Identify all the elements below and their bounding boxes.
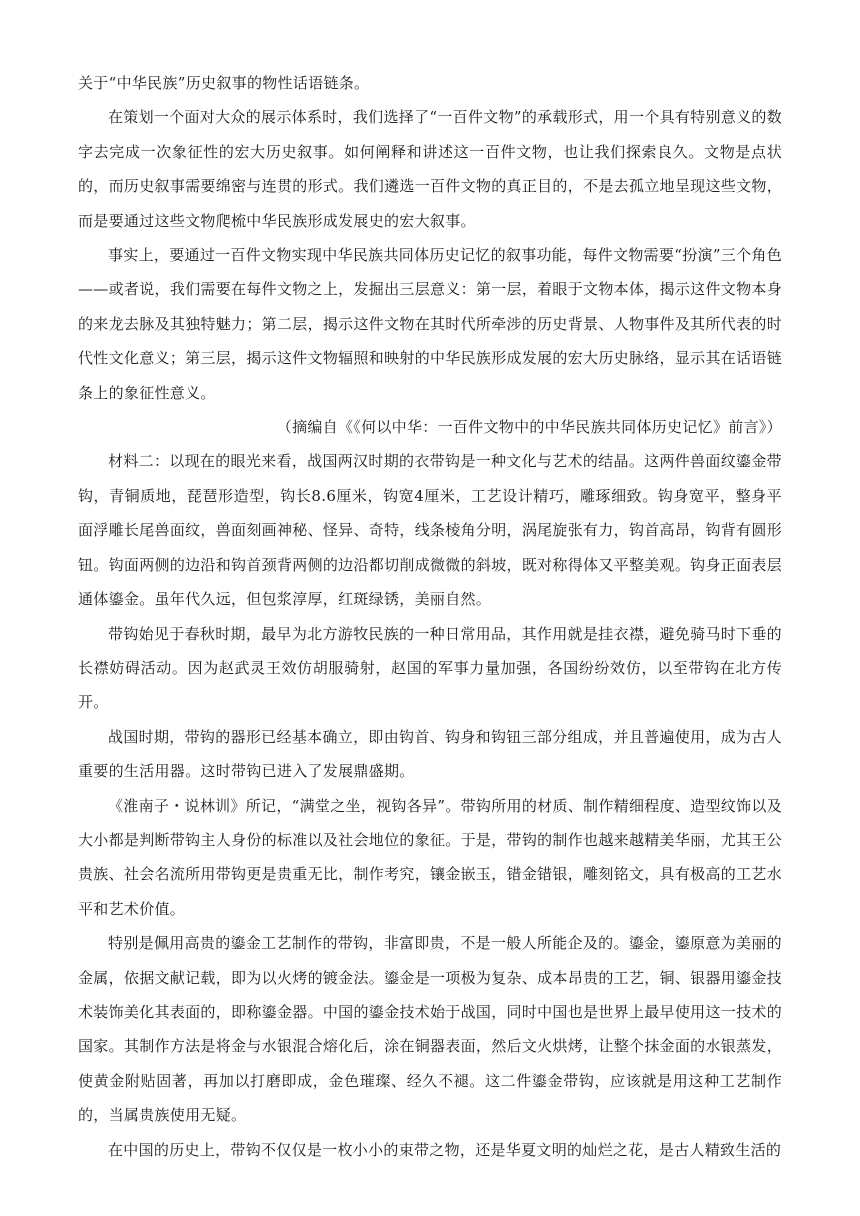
paragraph-gilding: 特别是佩用高贵的鎏金工艺制作的带钩，非富即贵，不是一般人所能企及的。鎏金，鎏原意为美丽的金属，依据文献记载，即为以火烤的镀金法。鎏金是一项极为复杂、成本昂贵的工艺，铜、银器用鎏金技术装饰美化其表面的，即称鎏金器。中国的鎏金技术始于战国，同时中国也是世界上最早使用这一技术的国家。其制作方法是将金与水银混合熔化后，涂在铜器表面，然后文火烘烤，让整个抹金面的水银蒸发，使黄金附贴固著，再加以打磨即成，金色璀璨、经久不褪。这二件鎏金带钩，应该就是用这种工艺制作的，当属贵族使用无疑。: [78, 934, 782, 1125]
paragraph-huainanzi: 《淮南子・说林训》所记，“满堂之坐，视钩各异”。带钩所用的材质、制作精细程度、造型纹饰以及大小都是判断带钩主人身份的标准以及社会地位的象征。于是，带钩的制作也越来越精美华丽，尤其王公贵族、社会名流所用带钩更是贵重无比，制作考究，镶金嵌玉，错金错银，雕刻铭文，具有极高的工艺水平和艺术价值。: [78, 796, 782, 918]
paragraph-history: 在中国的历史上，带钩不仅仅是一枚小小的束带之物，还是华夏文明的灿烂之花，是古人精致生活的: [108, 1140, 782, 1159]
paragraph-warring-states: 战国时期，带钩的器形已经基本确立，即由钩首、钩身和钩钮三部分组成，并且普遍使用，成为古人重要的生活用器。这时带钩已进入了发展鼎盛期。: [78, 727, 782, 781]
paragraph-continuation: 关于“中华民族”历史叙事的物性话语链条。: [78, 74, 370, 92]
paragraph-origin: 带钩始见于春秋时期，最早为北方游牧民族的一种日常用品，其作用就是挂衣襟，避免骑马时下垂的长襟妨碍活动。因为赵武灵王效仿胡服骑射，赵国的军事力量加强，各国纷纷效仿，以至带钩在北方传开。: [78, 624, 782, 712]
source-citation: （摘编自《《何以中华：一百件文物中的中华民族共同体历史记忆》前言》）: [276, 418, 782, 437]
document-page: [78, 66, 782, 1167]
paragraph-three-roles: 事实上，要通过一百件文物实现中华民族共同体历史记忆的叙事功能，每件文物需要“扮演”三个角色——或者说，我们需要在每件文物之上，发掘出三层意义：第一层，着眼于文物本体，揭示这件文物本身的来龙去脉及其独特魅力；第二层，揭示这件文物在其时代所牵涉的历史背景、人物事件及其所代表的时代性文化意义；第三层，揭示这件文物辐照和映射的中华民族形成发展的宏大历史脉络，显示其在话语链条上的象征性意义。: [78, 246, 782, 402]
paragraph-exhibition-planning: 在策划一个面对大众的展示体系时，我们选择了“一百件文物”的承载形式，用一个具有特别意义的数字去完成一次象征性的宏大历史叙事。如何阐释和讲述这一百件文物，也让我们探索良久。文物是点状的，而历史叙事需要绵密与连贯的形式。我们遴选一百件文物的真正目的，不是去孤立地呈现这些文物，而是要通过这些文物爬梳中华民族形成发展史的宏大叙事。: [78, 108, 782, 230]
paragraph-material-two: 材料二：以现在的眼光来看，战国两汉时期的衣带钩是一种文化与艺术的结晶。这两件兽面纹鎏金带钩，青铜质地，琵琶形造型，钩长8.6厘米，钩宽4厘米，工艺设计精巧，雕琢细致。钩身宽平，整身平面浮雕长尾兽面纹，兽面刻画神秘、怪异、奇特，线条棱角分明，涡尾旋张有力，钩首高昂，钩背有圆形钮。钩面两侧的边沿和钩首颈背两侧的边沿都切削成微微的斜坡，既对称得体又平整美观。钩身正面表层通体鎏金。虽年代久远，但包浆淳厚，红斑绿锈，美丽自然。: [78, 452, 782, 609]
